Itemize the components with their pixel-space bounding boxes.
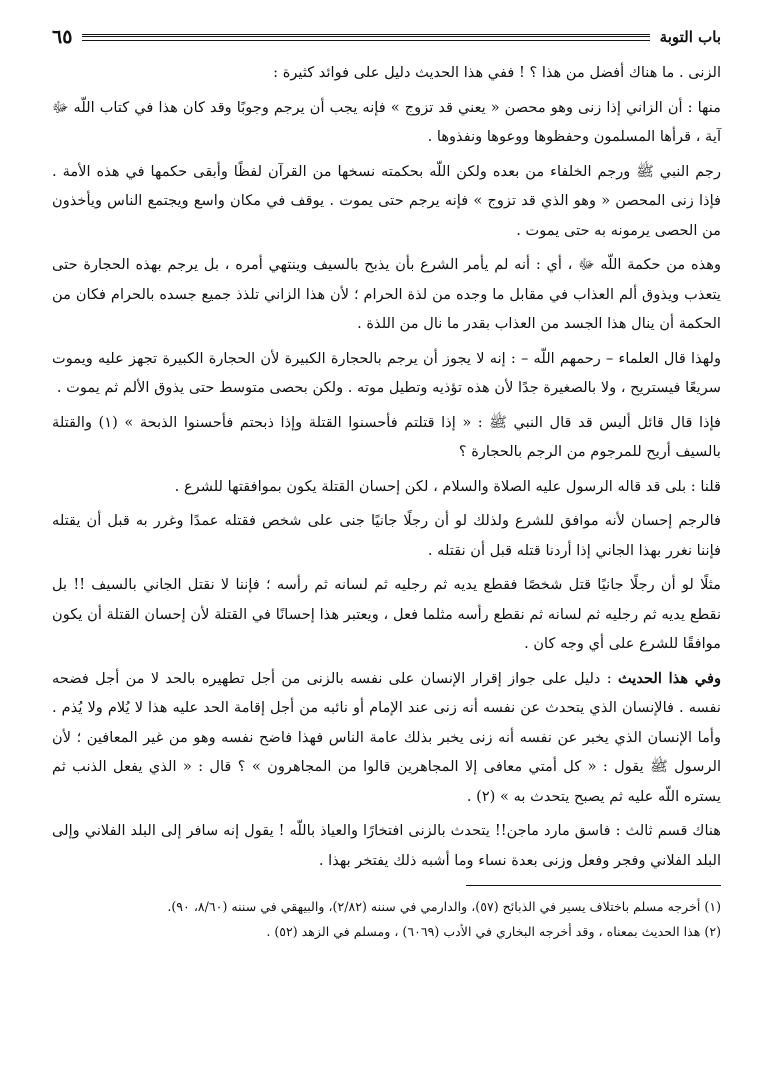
paragraph: هناك قسم ثالث : فاسق مارد ماجن!! يتحدث بالزنى افتخارًا والعياذ باللّه ! يقول إنه سافر إلى البلد الفلاني وإلى البلد الفلاني وفجر وفعل وزنى بعدة نساء وما أشبه ذلك يفتخر بهذا . xyxy=(52,822,721,869)
footnotes xyxy=(52,894,721,944)
paragraph: الزنى . ما هناك أفضل من هذا ؟ ! ففي هذا الحديث دليل على فوائد كثيرة : xyxy=(273,64,721,81)
footnote-separator xyxy=(466,885,721,886)
paragraph: منها : أن الزاني إذا زنى وهو محصن « يعني قد تزوج » فإنه يجب أن يرجم وجوبًا وقد كان هذا في كتاب اللّه ﷻ آية ، قرأها المسلمون وحفظوها ووعوها ونفذوها . xyxy=(52,98,721,145)
paragraph: فإذا قال قائل أليس قد قال النبي ﷺ : « إذا قتلتم فأحسنوا القتلة وإذا ذبحتم فأحسنوا الذبحة » (١) والقتلة بالسيف أريح للمرجوم من الرجم بالحجارة ؟ xyxy=(52,413,721,460)
paragraph: قلنا : بلى قد قاله الرسول عليه الصلاة والسلام ، لكن إحسان القتلة يكون بموافقتها للشرع . xyxy=(174,477,721,495)
paragraph: وهذه من حكمة اللّه ﷻ ، أي : أنه لم يأمر الشرع بأن يذبح بالسيف وينتهي أمره ، بل يرجم بهذه الحجارة حتى يتعذب ويذوق ألم العذاب في مقابل ما وجده من لذة الحرام ؛ لأن هذا الزاني تلذذ جميع جسده بالحرام فكان من الحكمة أن ينال هذا الجسد من العذاب بقدر ما نال من اللذة . xyxy=(52,256,721,332)
paragraph: مثلًا لو أن رجلًا جانيًا قتل شخصًا فقطع يديه ثم رجليه ثم لسانه ثم رأسه ؛ فإننا لا نقتل الجاني بالسيف !! بل نقطع يديه ثم رجليه ثم لسانه ثم نقطع رأسه مثلما فعل ، ويعتبر هذا إحسانًا في القتلة لأن إحسان القتلة أن يكون موافقًا للشرع على أي وجه كان . xyxy=(52,576,721,652)
paragraph-with-lead xyxy=(52,664,721,812)
page-number: ٦٥ xyxy=(52,26,73,48)
paragraph-lead: وفي هذا الحديث xyxy=(617,669,721,687)
footnote: (١) أخرجه مسلم باختلاف يسير في الذبائح (٥٧)، والدارمي في سننه (٢/٨٢)، والبيهقي في سننه (٨/٦٠، ٩٠). xyxy=(167,899,721,914)
paragraph: فالرجم إحسان لأنه موافق للشرع ولذلك لو أن رجلًا جانيًا جنى على شخص فقتله عمدًا وغرر به قبل أن يقتله فإننا نغرر بهذا الجاني إذا أردنا قتله قبل أن نقتله . xyxy=(52,512,721,559)
chapter-title: باب التوبة xyxy=(659,28,721,46)
paragraph: ولهذا قال العلماء – رحمهم اللّه – : إنه لا يجوز أن يرجم بالحجارة الكبيرة لأن الحجارة الكبيرة تجهز عليه ويموت سريعًا فيستريح ، ولا بالصغيرة جدًا لأن هذه تؤذيه وتطيل موته . ولكن بحصى متوسط حتى يذوق الألم ثم يموت . xyxy=(52,349,721,396)
footnote: (٢) هذا الحديث بمعناه ، وقد أخرجه البخاري في الأدب (٦٠٦٩) ، ومسلم في الزهد (٥٢) . xyxy=(266,924,721,939)
paragraph: رجم النبي ﷺ ورجم الخلفاء من بعده ولكن اللّه بحكمته نسخها من القرآن لفظًا وأبقى حكمها في هذه الأمة . فإذا زنى المحصن « وهو الذي قد تزوج » فإنه يرجم حتى يموت . يوقف في مكان واسع ويجتمع الناس ويأخذون من الحصى يرمونه به حتى يموت . xyxy=(52,162,721,239)
body-text xyxy=(52,58,721,875)
running-header xyxy=(52,22,721,52)
paragraph-text: : دليل على جواز إقرار الإنسان على نفسه بالزنى من أجل تطهيره بالحد لا من أجل فضحه نفسه . فالإنسان الذي يتحدث عن نفسه أنه زنى عند الإمام أو نائبه من أجل إقامة الحد عليه هذا لا يُلام ولا يُذم . وأما الإنسان الذي يخبر عن نفسه أنه زنى يخبر بذلك عامة الناس فهذا فاضح نفسه وهو من غير المعافين ؛ لأن الرسول ﷺ يقول : « كل أمتي معافى إلا المجاهرين قالوا من المجاهرون » ؟ قال : « الذي يفعل الذنب ثم يستره اللّه عليه ثم يصبح يتحدث به » (٢) . xyxy=(52,669,721,805)
header-rule xyxy=(82,34,649,41)
